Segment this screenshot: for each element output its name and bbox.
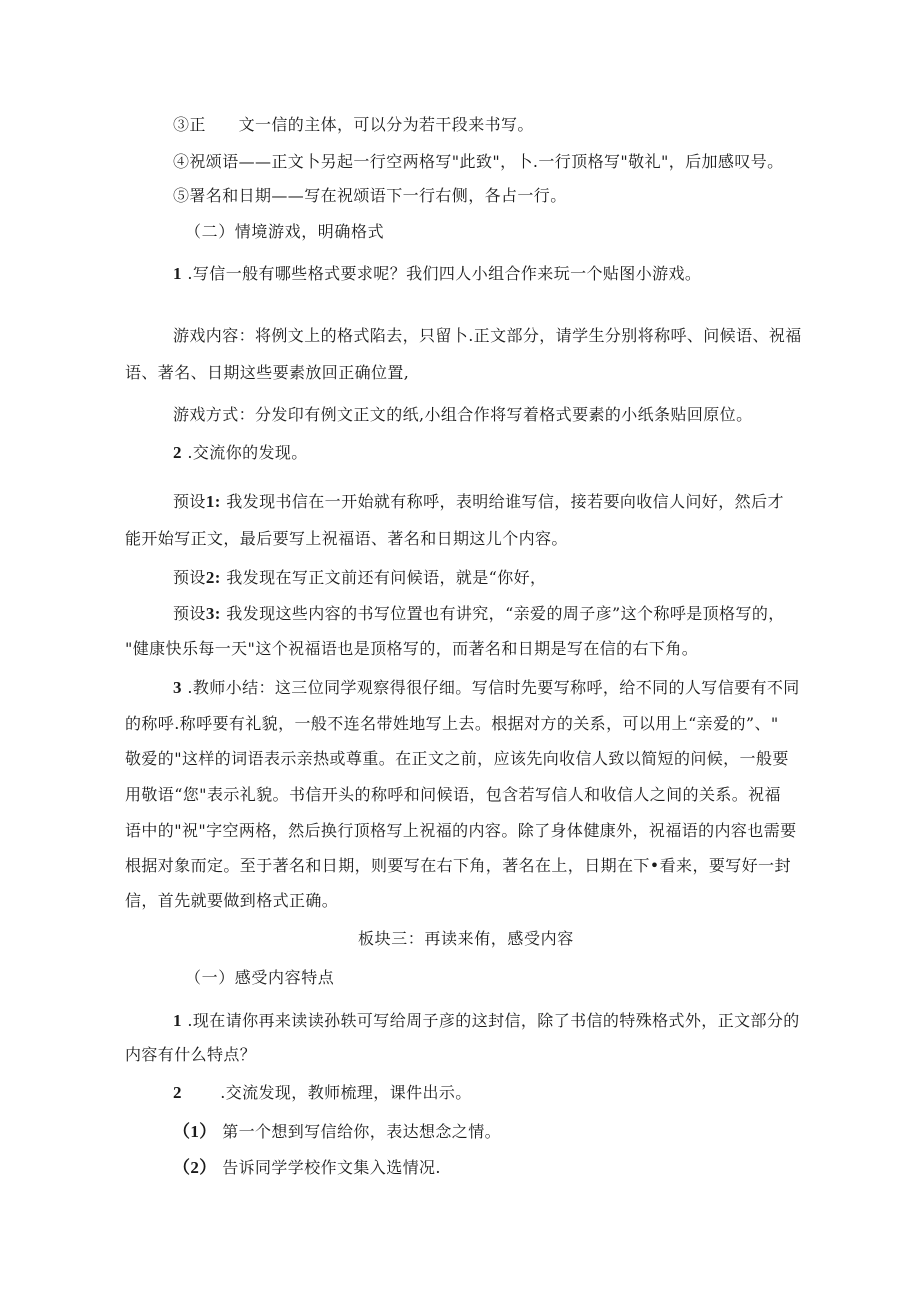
preset-2 (173, 567, 546, 589)
item-number: 1 (173, 264, 182, 283)
line-text: 敬爱的"这样的词语表示亲热或尊重。在正文之前，应该先向收信人致以简短的问候，一般要 (125, 749, 789, 768)
preset-label: 预设 (173, 604, 206, 623)
line-text: 语中的"祝"字空两格，然后换行顶格写上祝福的内容。除了身体健康外，祝福语的内容也需要 (125, 821, 797, 840)
line-text: 用敬语“您"表示礼貌。书信开头的称呼和问候语，包含若写信人和收信人之间的关系。祝福 (125, 785, 781, 804)
line-text: 我发现书信在一开始就有称呼，表明给谁写信，接若要向收信人问好，然后才 (226, 492, 784, 511)
item-number: 2 (173, 1083, 182, 1102)
line-text: "健康快乐每一天"这个祝福语也是顶格写的，而著名和日期是写在信的右下角。 (125, 639, 699, 658)
line-text: （一）感受内容特点 (185, 968, 335, 987)
line-text: 我发现这些内容的书写位置也有讲究，“亲爱的周子彦”这个称呼是顶格写的， (226, 604, 785, 623)
line-text: 能开始写正文，最后要写上祝福语、著名和日期这儿个内容。 (125, 529, 568, 548)
preset-label: 预设 (173, 492, 206, 511)
numbered-item-2 (173, 1082, 472, 1104)
format-item-4 (173, 151, 784, 173)
line-text: .交流发现，教师梳理，课件出示。 (187, 1083, 472, 1102)
line-text: ④祝颂语——正文卜另起一行空两格写"此致"，卜.一行顶格写"敬礼"，后加感叹号。 (173, 152, 784, 171)
item-number: （2） (173, 1158, 217, 1177)
paragraph-continuation (125, 784, 781, 806)
line-text: .交流你的发现。 (187, 443, 308, 462)
paragraph-continuation (125, 748, 789, 770)
paragraph-continuation (125, 890, 338, 912)
line-text: .写信一般有哪些格式要求呢？我们四人小组合作来玩一个贴图小游戏。 (187, 264, 702, 283)
paragraph-continuation (125, 638, 698, 660)
preset-label: 预设 (173, 568, 206, 587)
line-text: 第一个想到写信给你，表达想念之情。 (222, 1122, 502, 1141)
preset-1 (173, 491, 784, 513)
line-text: 内容有什么特点？ (125, 1045, 257, 1064)
paragraph-continuation (125, 820, 797, 842)
section-heading-content (185, 967, 334, 989)
numbered-item-2 (173, 442, 308, 464)
line-text: 根据对象而定。至于著名和日期，则要写在右下角，著名在上，日期在下•看来，要写好一封 (125, 856, 791, 875)
line-text: 的称呼.称呼要有礼貌，一般不连名带姓地写上去。根据对方的关系，可以用上“亲爱的”、" (125, 714, 779, 733)
paragraph-game-method (173, 404, 753, 426)
numbered-item-1 (173, 263, 701, 285)
line-text: 板块三：再读来侑，感受内容 (358, 929, 574, 948)
item-number: 1: (205, 492, 221, 511)
format-item-5 (173, 185, 567, 207)
item-number: 2 (173, 443, 182, 462)
paragraph-continuation (125, 528, 568, 550)
line-text: .现在请你再来读读孙轶可写给周子彦的这封信，除了书信的特殊格式外，正文部分的 (187, 1011, 800, 1030)
line-text: 告诉同学学校作文集入选情况. (222, 1158, 441, 1177)
item-number: 2: (205, 568, 221, 587)
item-number: 3: (205, 604, 221, 623)
line-text: 游戏方式：分发印有例文正文的纸,小组合作将写着格式要素的小纸条贴回原位。 (173, 405, 753, 424)
sub-item-2 (173, 1157, 441, 1179)
line-text: 语、著名、日期这些要素放回正确位置, (125, 363, 410, 382)
paragraph-continuation (125, 855, 791, 877)
section-heading-game (185, 221, 384, 243)
paragraph-continuation (125, 713, 779, 735)
item-number: 1 (173, 1011, 182, 1030)
line-text: 信，首先就要做到格式正确。 (125, 891, 339, 910)
line-text: ③正 文一信的主体，可以分为若干段来书写。 (173, 115, 534, 134)
line-text: .教师小结：这三位同学观察得很仔细。写信时先要写称呼，给不同的人写信要有不同 (187, 678, 800, 697)
preset-3 (173, 603, 785, 625)
item-number: （1） (173, 1122, 217, 1141)
line-text: 游戏内容：将例文上的格式陷去，只留卜.正文部分，请学生分别将称呼、问候语、祝福 (173, 326, 802, 345)
section-heading-block-three (358, 928, 574, 950)
line-text: 我发现在写正文前还有问候语，就是“你好， (226, 568, 547, 587)
line-text: （二）情境游戏，明确格式 (185, 222, 385, 241)
paragraph-continuation (125, 1044, 256, 1066)
numbered-item-3 (173, 677, 800, 699)
numbered-item-1 (173, 1010, 800, 1032)
sub-item-1 (173, 1121, 501, 1143)
paragraph-continuation (125, 362, 409, 384)
paragraph-game-content (173, 325, 802, 347)
format-item-3 (173, 114, 534, 136)
line-text: ⑤署名和日期——写在祝颂语下一行右侧，各占一行。 (173, 186, 567, 205)
item-number: 3 (173, 678, 182, 697)
